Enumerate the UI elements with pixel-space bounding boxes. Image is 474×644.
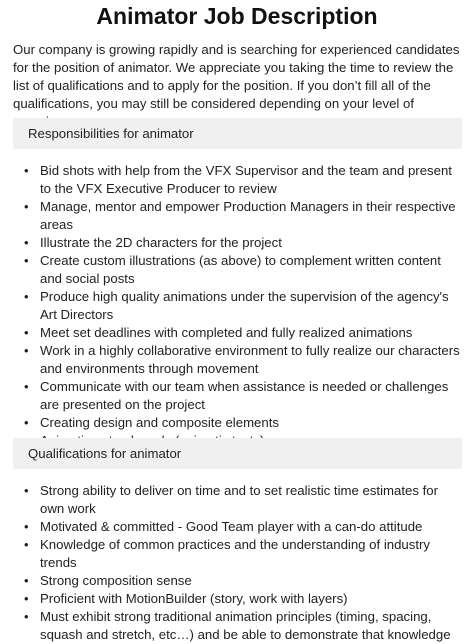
list-item xyxy=(13,572,465,590)
list-item xyxy=(13,288,465,324)
list-item xyxy=(13,378,465,414)
bullet-icon: • xyxy=(24,163,29,178)
list-item xyxy=(13,252,465,288)
list-item xyxy=(13,198,465,234)
list-item-text: Communicate with our team when assistance is needed or challenges are presented on the project xyxy=(40,379,449,412)
bullet-icon: • xyxy=(24,573,29,588)
responsibilities-heading: Responsibilities for animator xyxy=(13,118,462,149)
bullet-icon: • xyxy=(24,235,29,250)
list-item xyxy=(13,608,465,644)
list-item-text: Creating design and composite elements xyxy=(40,415,279,430)
list-item xyxy=(13,324,465,342)
list-item-text: Bid shots with help from the VFX Supervisor and the team and present to the VFX Executive Producer to review xyxy=(40,163,452,196)
bullet-icon: • xyxy=(24,253,29,268)
list-item-text: Meet set deadlines with completed and fully realized animations xyxy=(40,325,413,340)
bullet-icon: • xyxy=(24,483,29,498)
bullet-icon: • xyxy=(24,519,29,534)
list-item xyxy=(13,518,465,536)
list-item xyxy=(13,536,465,572)
page-title: Animator Job Description xyxy=(96,3,378,29)
list-item xyxy=(13,482,465,518)
qualifications-list xyxy=(13,482,465,644)
list-item-text: Produce high quality animations under the supervision of the agency's Art Directors xyxy=(40,289,449,322)
list-item-text: Work in a highly collaborative environment to fully realize our characters and environments through movement xyxy=(40,343,460,376)
list-item xyxy=(13,342,465,378)
bullet-icon: • xyxy=(24,379,29,394)
list-item-text: Illustrate the 2D characters for the project xyxy=(40,235,282,250)
bullet-icon: • xyxy=(24,199,29,214)
bullet-icon: • xyxy=(24,325,29,340)
list-item-text: Knowledge of common practices and the understanding of industry trends xyxy=(40,537,430,570)
list-item-text: Strong ability to deliver on time and to set realistic time estimates for own work xyxy=(40,483,438,516)
bullet-icon: • xyxy=(24,415,29,430)
list-item-text: Motivated & committed - Good Team player with a can-do attitude xyxy=(40,519,423,534)
bullet-icon: • xyxy=(24,289,29,304)
qualifications-heading: Qualifications for animator xyxy=(13,438,462,469)
list-item-text: Strong composition sense xyxy=(40,573,192,588)
list-item xyxy=(13,414,465,432)
responsibilities-list xyxy=(13,162,465,450)
list-item xyxy=(13,162,465,198)
bullet-icon: • xyxy=(24,609,29,624)
intro-paragraph: Our company is growing rapidly and is searching for experienced candidates for the position of animator. We appreciate you taking the time to review the list of qualifications and to apply for the position. If you don’t fill all of the qualifications, you may still be considered depending on your level of xyxy=(13,42,460,111)
bullet-icon: • xyxy=(24,591,29,606)
list-item xyxy=(13,234,465,252)
list-item-text: Proficient with MotionBuilder (story, work with layers) xyxy=(40,591,348,606)
list-item-text: Manage, mentor and empower Production Managers in their respective areas xyxy=(40,199,456,232)
bullet-icon: • xyxy=(24,343,29,358)
list-item-text: Must exhibit strong traditional animation principles (timing, spacing, squash and stretch, etc…) and be able to demonstrate that knowledge xyxy=(40,609,451,642)
list-item xyxy=(13,590,465,608)
bullet-icon: • xyxy=(24,537,29,552)
list-item-text: Create custom illustrations (as above) to complement written content and social posts xyxy=(40,253,441,286)
